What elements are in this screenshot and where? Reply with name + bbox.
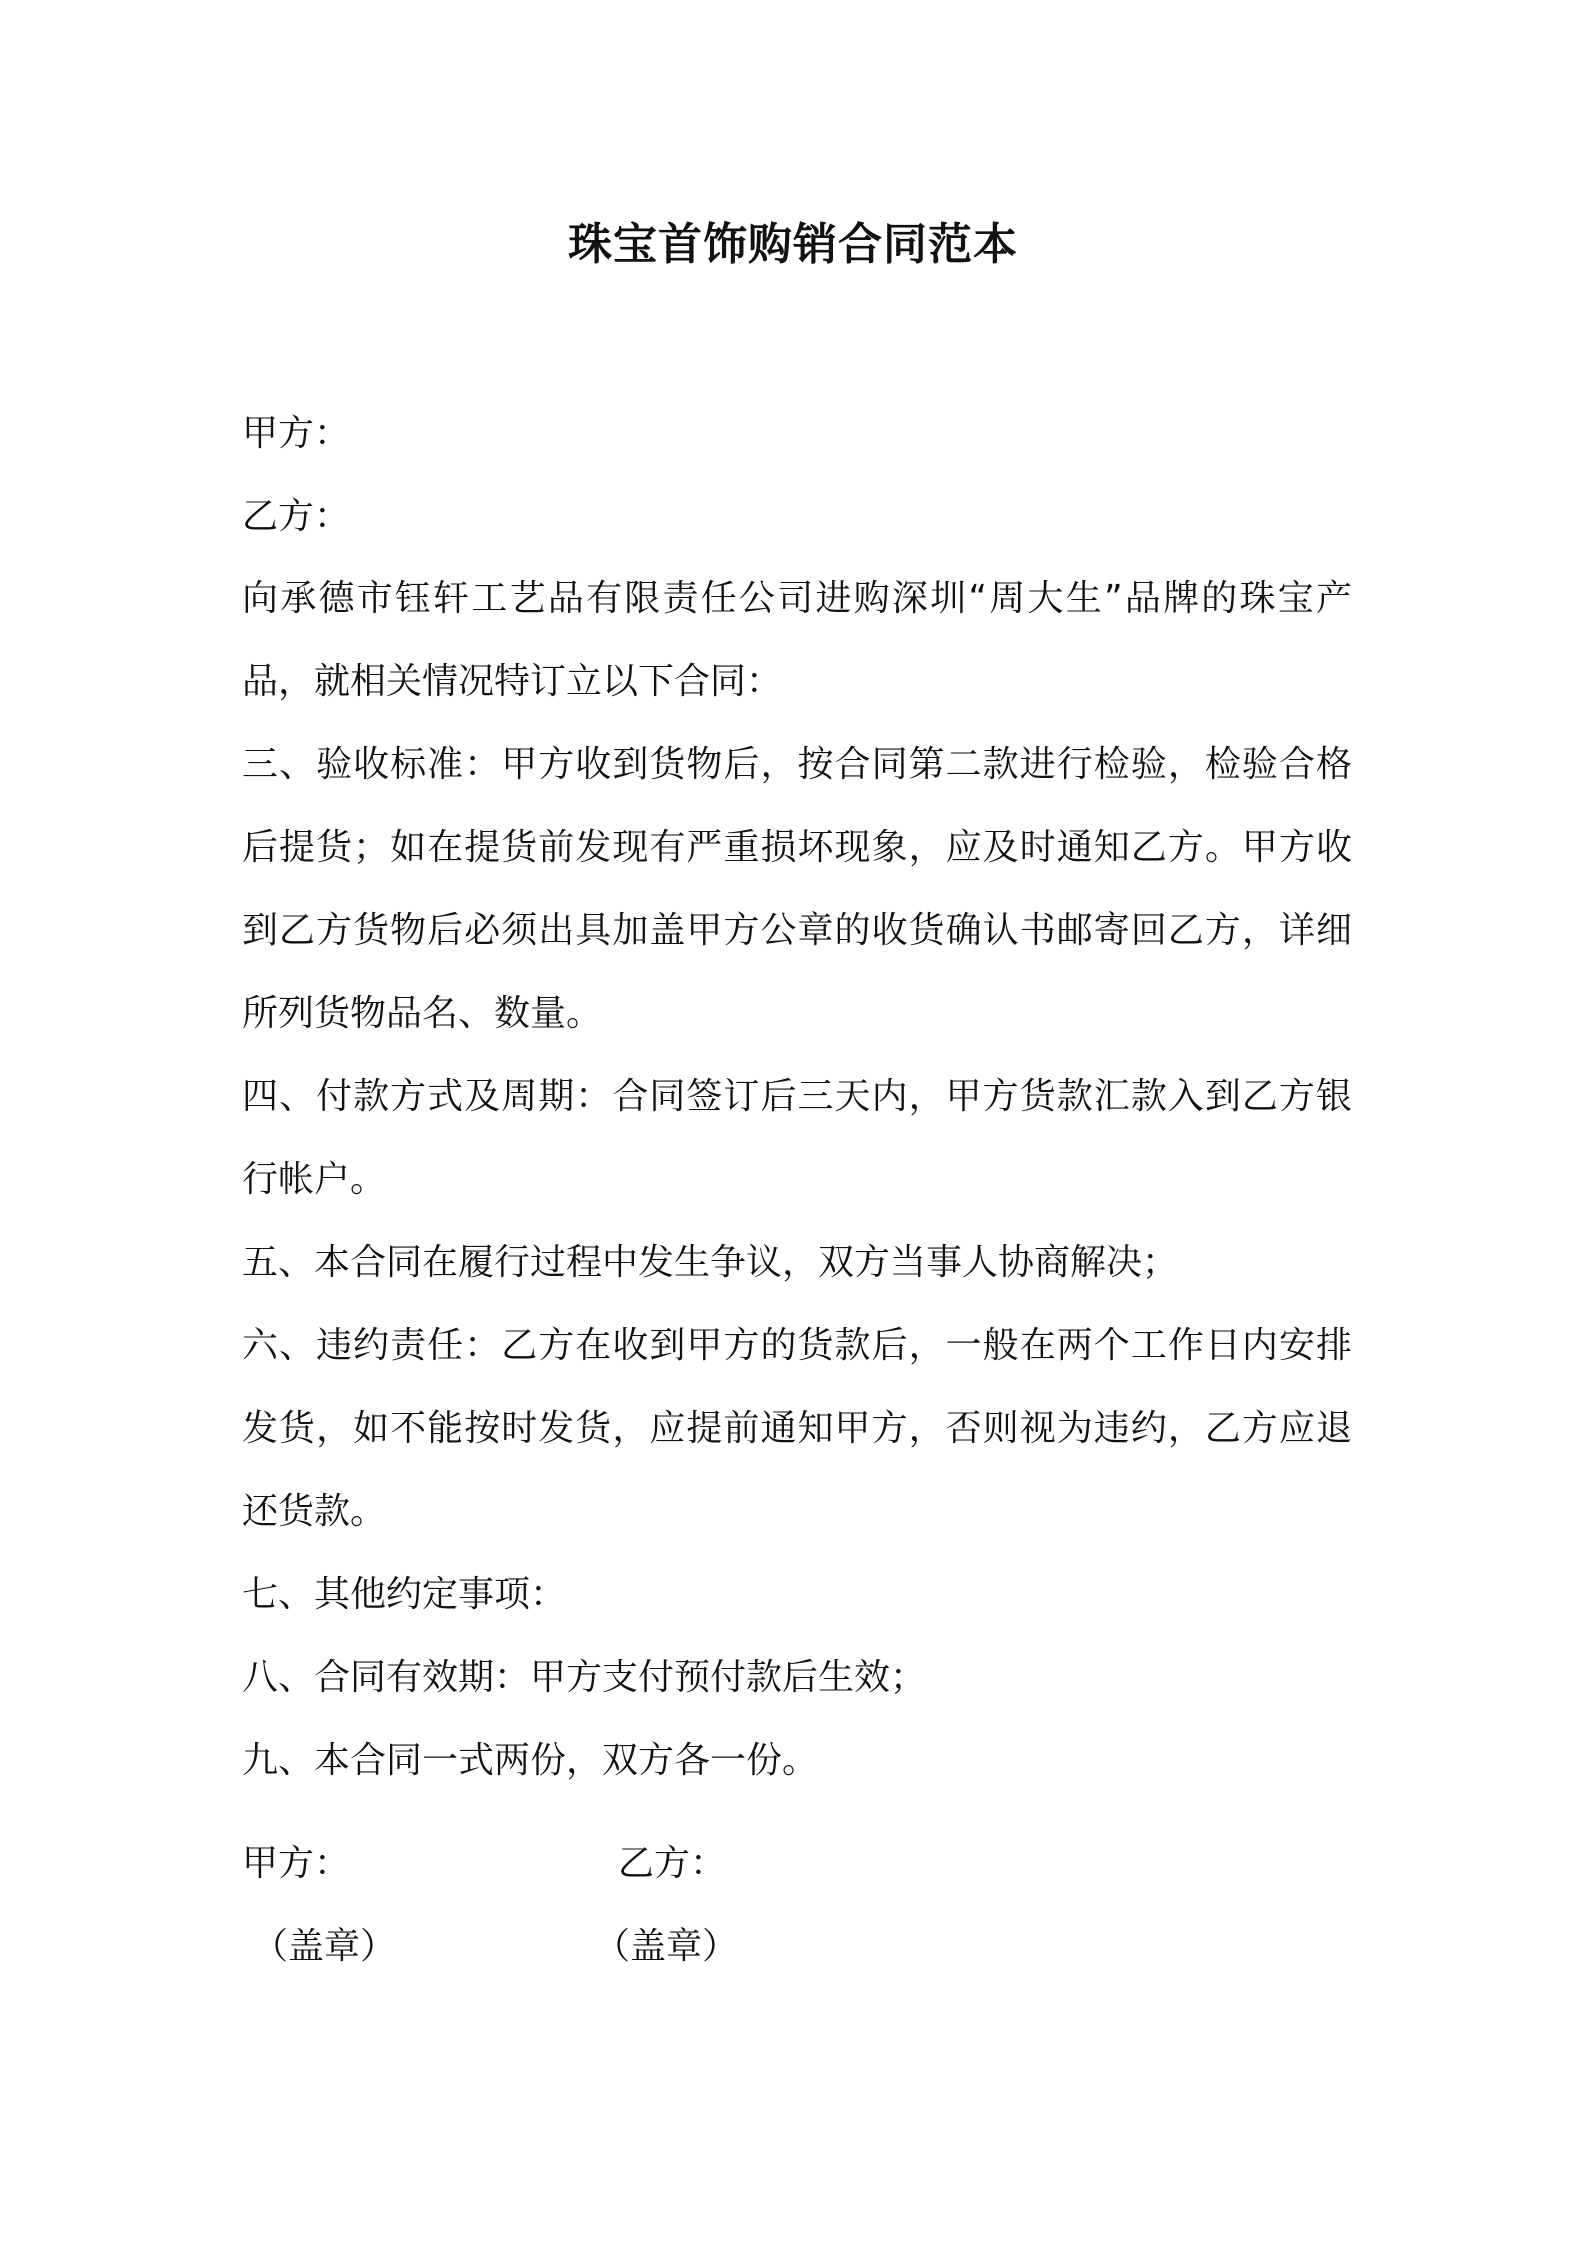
clause-liability: 六、违约责任：乙方在收到甲方的货款后，一般在两个工作日内安排发货，如不能按时发货，应提前通知甲方，否则视为违约，乙方应退还货款。 [242, 1325, 1352, 1532]
seal-row [252, 1917, 1352, 1977]
clause-payment: 四、付款方式及周期：合同签订后三天内，甲方货款汇款入到乙方银行帐户。 [242, 1076, 1352, 1200]
party-a-line: 甲方： [242, 413, 351, 454]
seal-party-b: （盖章） [594, 1926, 739, 1967]
clause-acceptance: 三、验收标准：甲方收到货物后，按合同第二款进行检验，检验合格后提货；如在提货前发现有严重损坏现象，应及时通知乙方。甲方收到乙方货物后必须出具加盖甲方公章的收货确认书邮寄回乙方，详细所列货物品名、数量。 [242, 744, 1352, 1034]
signature-row [242, 1834, 1352, 1894]
clause-validity: 八、合同有效期：甲方支付预付款后生效； [242, 1657, 927, 1698]
contract-body [242, 557, 1352, 1802]
clause-dispute: 五、本合同在履行过程中发生争议，双方当事人协商解决； [242, 1242, 1179, 1283]
party-b-line: 乙方： [242, 496, 351, 537]
signature-party-a: 甲方： [242, 1843, 351, 1884]
intro-paragraph: 向承德市钰轩工艺品有限责任公司进购深圳“周大生”品牌的珠宝产品，就相关情况特订立以下合同： [242, 578, 1352, 702]
signature-party-b: 乙方： [618, 1843, 727, 1884]
clause-copies: 九、本合同一式两份，双方各一份。 [242, 1740, 819, 1781]
document-title: 珠宝首饰购销合同范本 [568, 219, 1018, 270]
clause-other: 七、其他约定事项： [242, 1574, 567, 1615]
seal-party-a: （盖章） [252, 1926, 397, 1967]
